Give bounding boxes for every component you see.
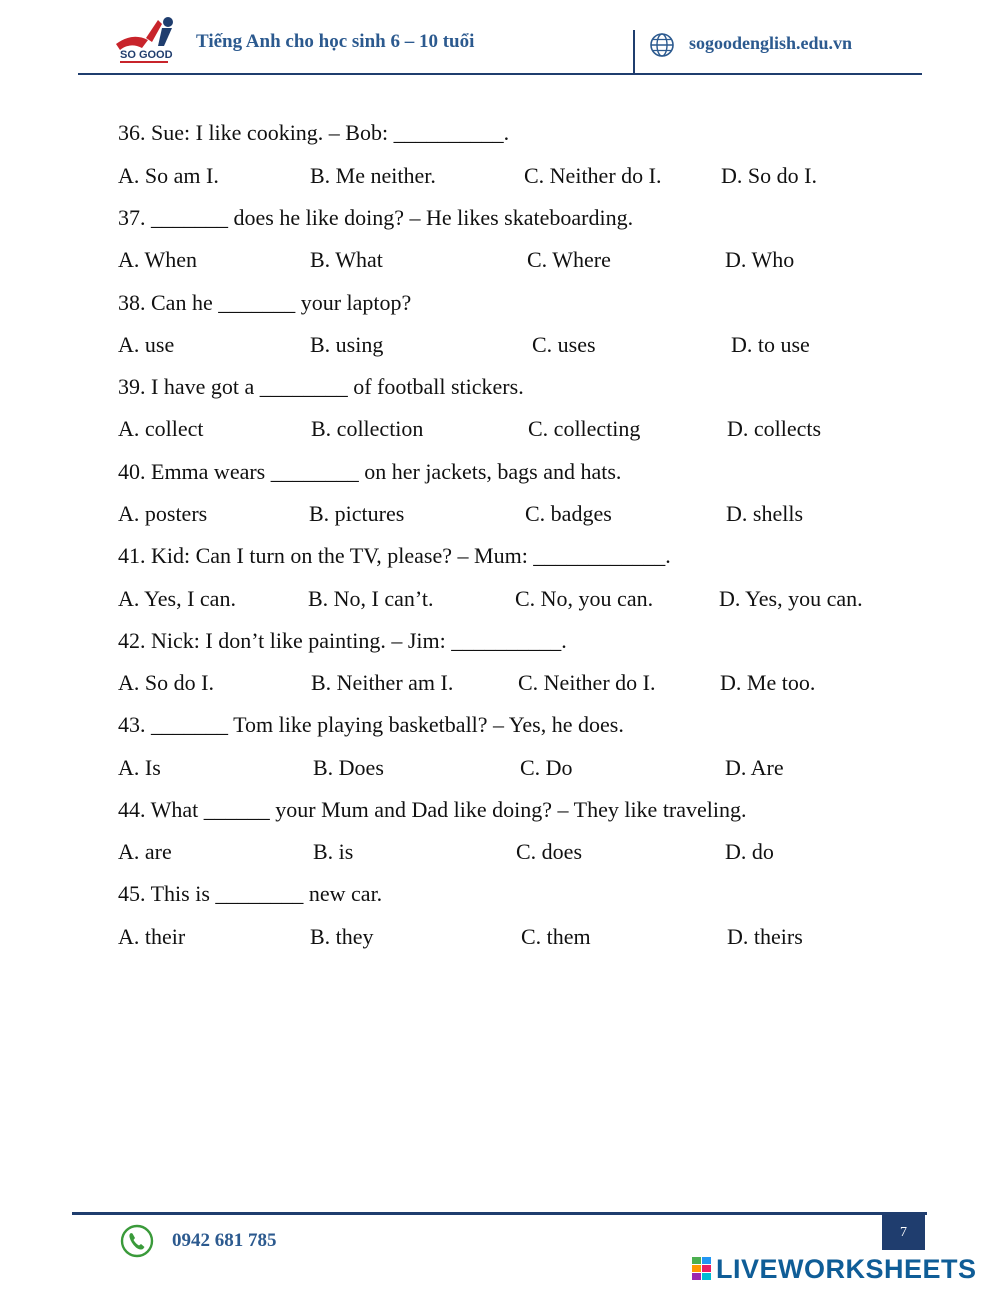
question-43-option-d[interactable]: D. Are — [725, 755, 784, 780]
question-37-option-b[interactable]: B. What — [310, 247, 383, 272]
question-41-stem: 41. Kid: Can I turn on the TV, please? – Mum: ____________. — [118, 543, 671, 568]
header-rule — [78, 73, 922, 75]
question-39-option-a[interactable]: A. collect — [118, 416, 204, 441]
question-40-option-b[interactable]: B. pictures — [309, 501, 405, 526]
question-41-option-c[interactable]: C. No, you can. — [515, 586, 654, 611]
header-website[interactable]: sogoodenglish.edu.vn — [689, 33, 853, 53]
question-39-stem: 39. I have got a ________ of football stickers. — [118, 374, 524, 399]
question-37-option-a[interactable]: A. When — [118, 247, 198, 272]
footer-phone: 0942 681 785 — [172, 1230, 277, 1251]
question-36-option-b[interactable]: B. Me neither. — [310, 163, 436, 188]
question-40-option-a[interactable]: A. posters — [118, 501, 208, 526]
question-41-option-b[interactable]: B. No, I can’t. — [308, 586, 434, 611]
globe-icon — [649, 32, 675, 58]
liveworksheets-wordmark: LIVEWORKSHEETS — [716, 1253, 977, 1284]
question-45-option-b[interactable]: B. they — [310, 924, 374, 949]
phone-icon — [120, 1224, 154, 1258]
question-44-stem: 44. What ______ your Mum and Dad like doing? – They like traveling. — [118, 797, 747, 822]
question-39-option-d[interactable]: D. collects — [727, 416, 822, 441]
question-44-option-c[interactable]: C. does — [516, 839, 582, 864]
question-45-option-d[interactable]: D. theirs — [727, 924, 803, 949]
question-37-option-c[interactable]: C. Where — [527, 247, 611, 272]
header-divider — [633, 30, 635, 74]
footer-rule — [72, 1212, 927, 1215]
question-38-option-a[interactable]: A. use — [118, 332, 175, 357]
question-38-stem: 38. Can he _______ your laptop? — [118, 290, 412, 315]
question-42-option-b[interactable]: B. Neither am I. — [311, 670, 454, 695]
question-37-stem: 37. _______ does he like doing? – He likes skateboarding. — [118, 205, 634, 230]
question-42-option-d[interactable]: D. Me too. — [720, 670, 816, 695]
question-45-stem: 45. This is ________ new car. — [118, 881, 383, 906]
so-good-logo — [112, 14, 180, 66]
question-44-option-b[interactable]: B. is — [313, 839, 354, 864]
question-36-stem: 36. Sue: I like cooking. – Bob: __________. — [118, 120, 510, 145]
question-44-option-a[interactable]: A. are — [118, 839, 172, 864]
svg-text:SO GOOD: SO GOOD — [120, 49, 173, 61]
question-41-option-d[interactable]: D. Yes, you can. — [719, 586, 863, 611]
question-45-option-c[interactable]: C. them — [521, 924, 591, 949]
question-42-stem: 42. Nick: I don’t like painting. – Jim: __________. — [118, 628, 567, 653]
question-43-stem: 43. _______ Tom like playing basketball? – Yes, he does. — [118, 712, 624, 737]
question-39-option-c[interactable]: C. collecting — [528, 416, 641, 441]
question-37-option-d[interactable]: D. Who — [725, 247, 795, 272]
liveworksheets-logo — [692, 1252, 977, 1286]
question-40-option-c[interactable]: C. badges — [525, 501, 612, 526]
question-42-option-a[interactable]: A. So do I. — [118, 670, 214, 695]
header-title: Tiếng Anh cho học sinh 6 – 10 tuổi — [196, 31, 475, 52]
question-41-option-a[interactable]: A. Yes, I can. — [118, 586, 236, 611]
question-36-option-a[interactable]: A. So am I. — [118, 163, 219, 188]
question-36-option-d[interactable]: D. So do I. — [721, 163, 817, 188]
question-42-option-c[interactable]: C. Neither do I. — [518, 670, 656, 695]
question-38-option-b[interactable]: B. using — [310, 332, 384, 357]
question-45-option-a[interactable]: A. their — [118, 924, 186, 949]
question-36-option-c[interactable]: C. Neither do I. — [524, 163, 662, 188]
question-43-option-a[interactable]: A. Is — [118, 755, 161, 780]
question-40-stem: 40. Emma wears ________ on her jackets, bags and hats. — [118, 459, 622, 484]
question-43-option-c[interactable]: C. Do — [520, 755, 573, 780]
question-38-option-d[interactable]: D. to use — [731, 332, 810, 357]
question-44-option-d[interactable]: D. do — [725, 839, 774, 864]
question-38-option-c[interactable]: C. uses — [532, 332, 596, 357]
question-39-option-b[interactable]: B. collection — [311, 416, 424, 441]
liveworksheets-blocks-icon — [692, 1257, 712, 1281]
page-number: 7 — [882, 1214, 925, 1250]
question-43-option-b[interactable]: B. Does — [313, 755, 384, 780]
question-40-option-d[interactable]: D. shells — [726, 501, 803, 526]
